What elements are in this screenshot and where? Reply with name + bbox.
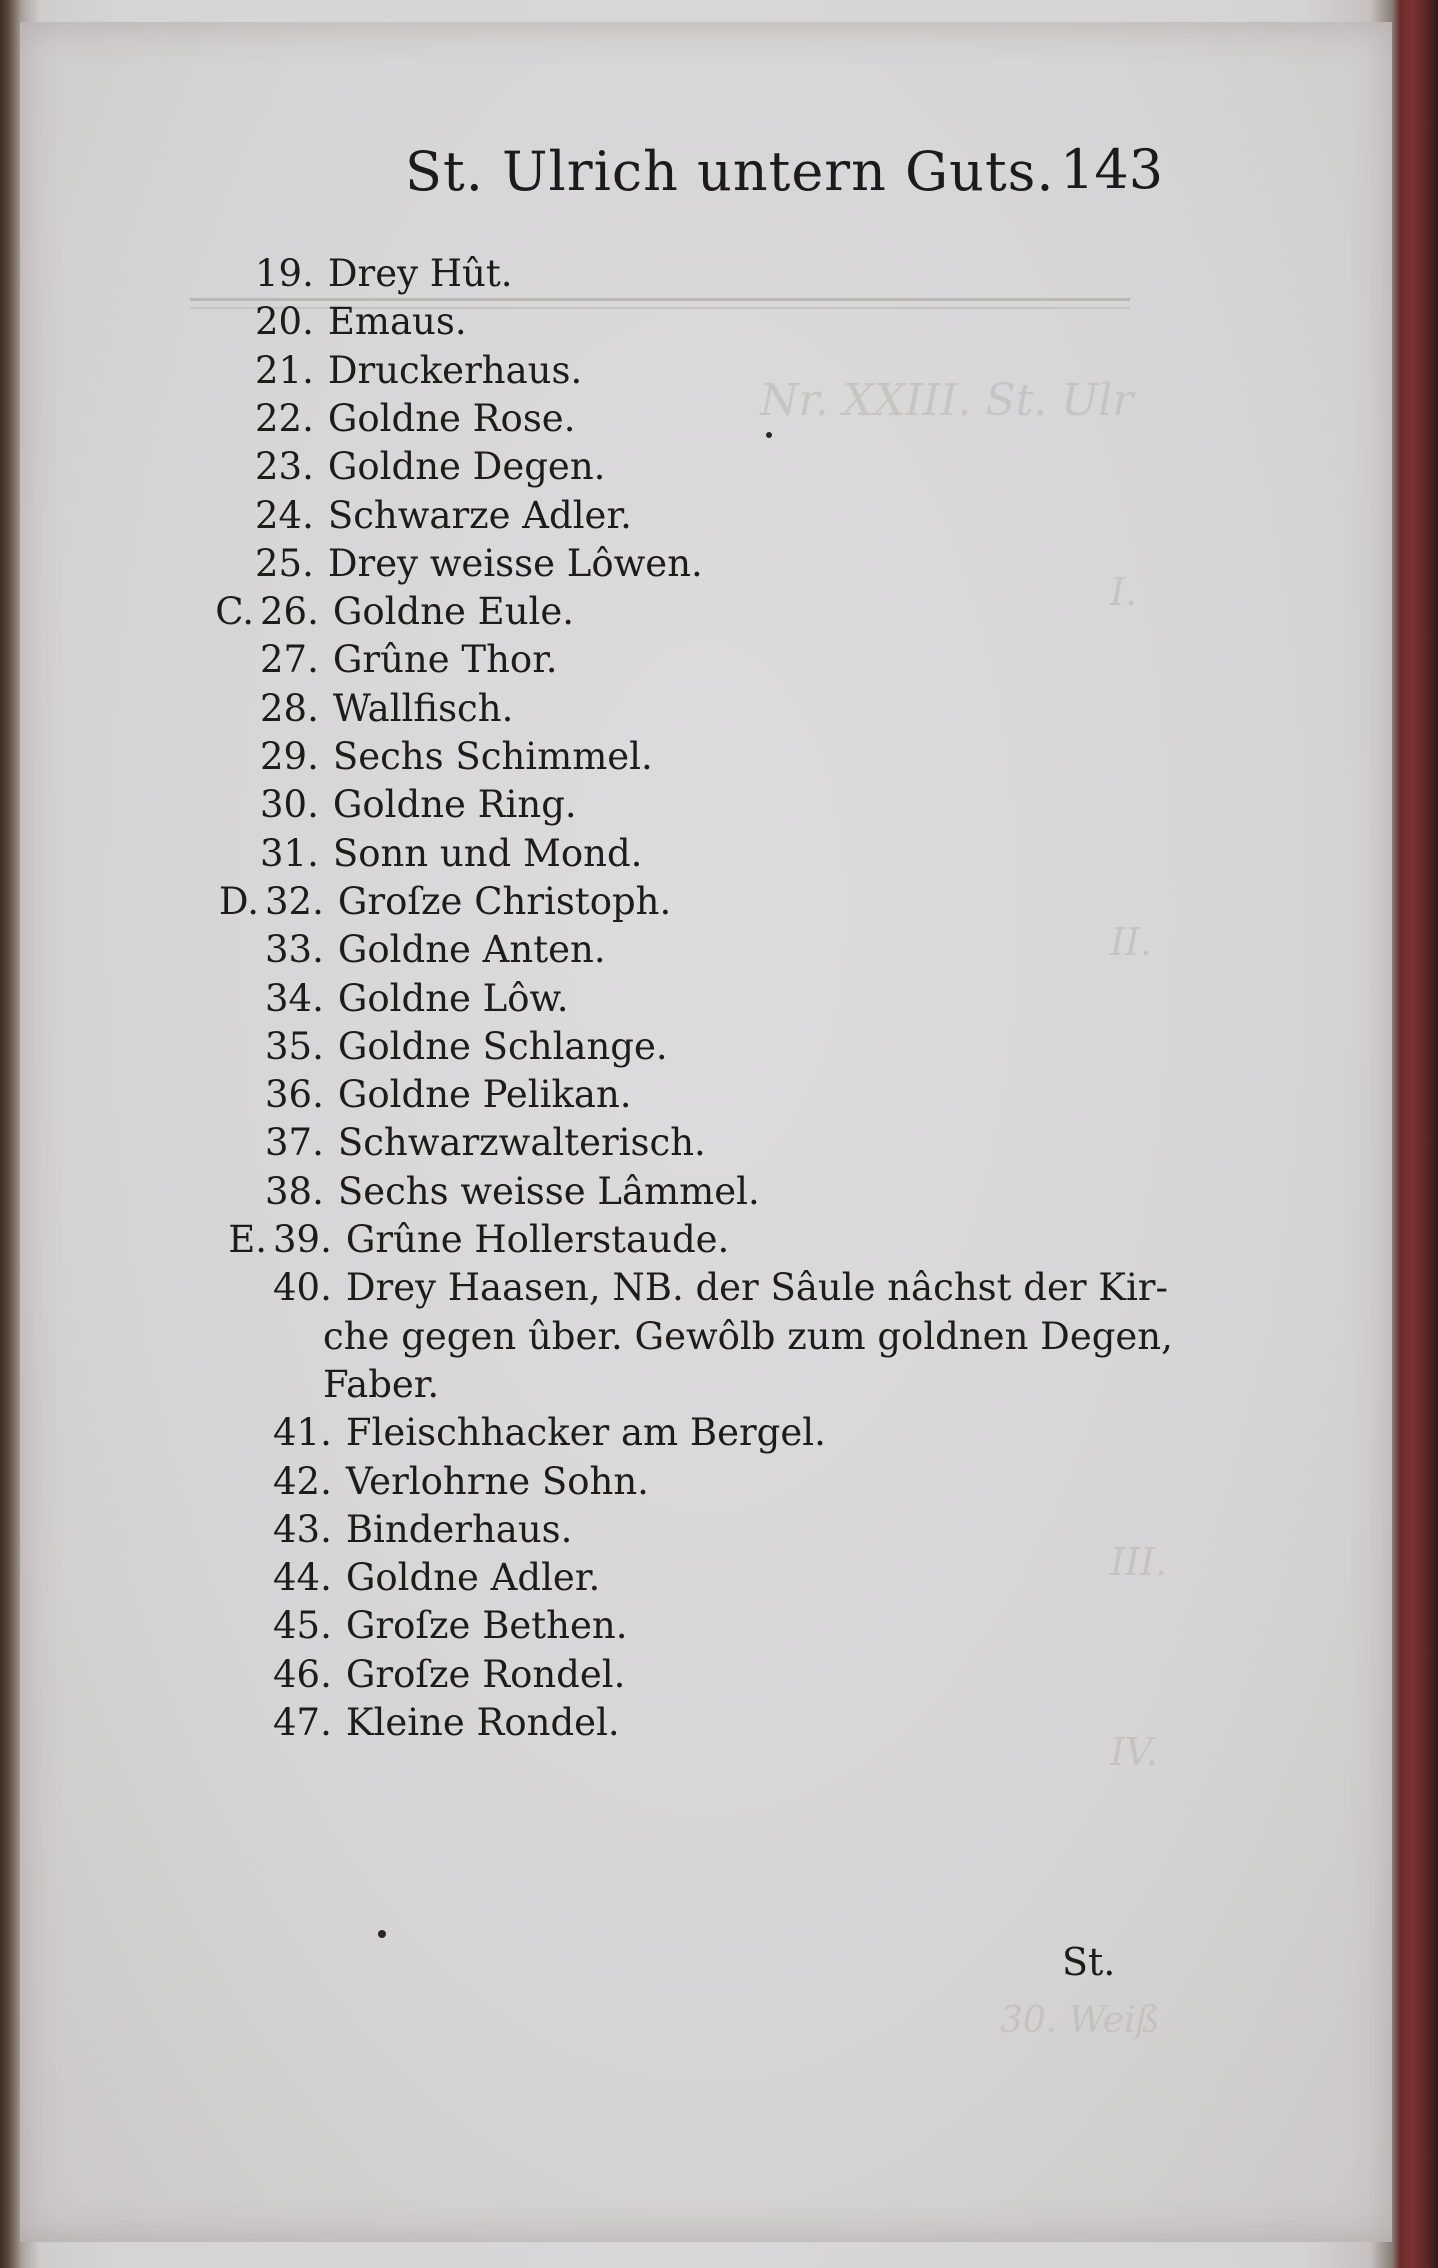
entry-number: 28. [260, 686, 319, 730]
entry-text: Goldne Lôw. [337, 976, 569, 1020]
entry-number: 45. [273, 1604, 332, 1648]
bleed-through-decoration: III. [1110, 1540, 1168, 1584]
entry-text: Sechs Schimmel. [332, 735, 653, 778]
entry-number: 21. [255, 348, 314, 392]
entry-number: 44. [273, 1556, 332, 1600]
bleed-through-decoration: I. [1110, 570, 1138, 614]
list-item [265, 928, 606, 971]
entry-number: 43. [273, 1507, 332, 1551]
list-item [273, 1460, 649, 1503]
entry-text: che gegen ûber. Gewôlb zum goldnen Degen, [323, 1314, 1173, 1358]
list-item [260, 832, 642, 875]
list-item [215, 590, 575, 634]
entry-number: 23. [255, 445, 314, 489]
entry-number: 34. [265, 976, 324, 1020]
entry-number: 19. [255, 252, 314, 295]
entry-text: Groſze Christoph. [337, 879, 672, 923]
entry-number: 26. [260, 590, 319, 634]
list-item [273, 1508, 572, 1551]
entry-text: Wallfisch. [332, 686, 514, 730]
section-letter: E. [228, 1218, 267, 1261]
page-number: 143 [1060, 138, 1164, 201]
entry-number: 27. [260, 638, 319, 682]
entry-text: Goldne Ring. [332, 783, 577, 827]
entry-number: 35. [265, 1024, 324, 1068]
entry-number: 22. [255, 396, 314, 440]
entry-text: Binderhaus. [345, 1507, 573, 1551]
list-item [273, 1411, 826, 1454]
entry-text: Druckerhaus. [327, 348, 583, 392]
entry-text: Drey weisse Lôwen. [327, 541, 703, 585]
list-item [255, 300, 467, 343]
entry-text: Verlohrne Sohn. [345, 1459, 649, 1503]
entry-number: 42. [273, 1459, 332, 1503]
entry-number: 41. [273, 1411, 332, 1455]
bleed-through-decoration: II. [1110, 920, 1153, 964]
entry-number: 46. [273, 1652, 332, 1696]
entry-number: 40. [273, 1266, 332, 1310]
running-header-title: St. Ulrich untern Guts. [405, 140, 1055, 203]
bleed-through-decoration: Nr. XXIII. St. Ulr [760, 375, 1134, 426]
entry-text: Goldne Pelikan. [337, 1073, 632, 1117]
section-letter: D. [218, 879, 259, 923]
entry-number: 25. [255, 541, 314, 585]
list-item [255, 494, 632, 537]
list-item [255, 397, 575, 440]
entry-text: Kleine Rondel. [345, 1701, 620, 1744]
entry-number: 31. [260, 831, 319, 875]
list-item [260, 687, 513, 730]
list-item [265, 1073, 632, 1116]
entry-number: 47. [273, 1701, 332, 1744]
entry-text: Goldne Degen. [327, 445, 606, 489]
list-item [265, 1170, 760, 1213]
list-item [255, 542, 703, 585]
entry-text: Sonn und Mond. [332, 831, 643, 875]
entry-number: 32. [265, 879, 324, 923]
list-item [255, 445, 605, 488]
entry-number: 30. [260, 783, 319, 827]
entry-text: Goldne Adler. [345, 1556, 601, 1600]
entry-number: 37. [265, 1121, 324, 1165]
entry-text: Groſze Bethen. [345, 1604, 628, 1648]
list-item [265, 1121, 706, 1164]
list-item [273, 1556, 600, 1599]
entry-text: Groſze Rondel. [345, 1652, 626, 1696]
entry-number: 36. [265, 1073, 324, 1117]
list-item [273, 1604, 627, 1647]
entry-number: 20. [255, 300, 314, 344]
bleed-through-decoration: 30. Weiß [1000, 2000, 1160, 2041]
ink-dot [378, 1930, 386, 1938]
list-item [265, 1025, 668, 1068]
entry-number: 24. [255, 493, 314, 537]
entry-text: Goldne Anten. [337, 928, 606, 972]
entry-text: Grûne Thor. [332, 638, 558, 682]
list-item [255, 252, 512, 295]
list-item [323, 1363, 439, 1406]
entry-number: 38. [265, 1169, 324, 1213]
entry-text: Drey Haasen, NB. der Sâule nâchst der Kir- [345, 1266, 1168, 1310]
list-item [218, 879, 672, 923]
list-item [228, 1218, 730, 1261]
entry-text: Goldne Eule. [332, 590, 575, 634]
list-item [260, 735, 653, 778]
list-item [260, 783, 577, 826]
entry-number: 33. [265, 928, 324, 972]
list-item [255, 349, 582, 392]
list-item [323, 1315, 1173, 1358]
list-item [260, 638, 558, 681]
list-item [273, 1653, 625, 1696]
list-item [273, 1266, 1168, 1309]
list-item [273, 1701, 620, 1744]
entry-text: Goldne Rose. [327, 396, 576, 440]
entry-text: Sechs weisse Lâmmel. [337, 1169, 760, 1213]
entry-text: Grûne Hollerstaude. [345, 1218, 730, 1261]
entry-text: Schwarzwalterisch. [337, 1121, 706, 1165]
bleed-through-decoration: IV. [1110, 1730, 1158, 1774]
entry-number: 29. [260, 735, 319, 778]
entry-text: Faber. [323, 1362, 440, 1406]
entry-text: Schwarze Adler. [327, 493, 632, 537]
ink-dot [766, 432, 772, 438]
list-item [265, 977, 569, 1020]
entry-text: Emaus. [327, 300, 467, 344]
entry-text: Drey Hût. [327, 252, 513, 295]
entry-text: Goldne Schlange. [337, 1024, 668, 1068]
catchword: St. [1062, 1940, 1116, 1984]
entry-number: 39. [273, 1218, 332, 1261]
page-paper [20, 22, 1392, 2242]
section-letter: C. [215, 590, 254, 634]
entry-text: Fleischhacker am Bergel. [345, 1411, 826, 1455]
